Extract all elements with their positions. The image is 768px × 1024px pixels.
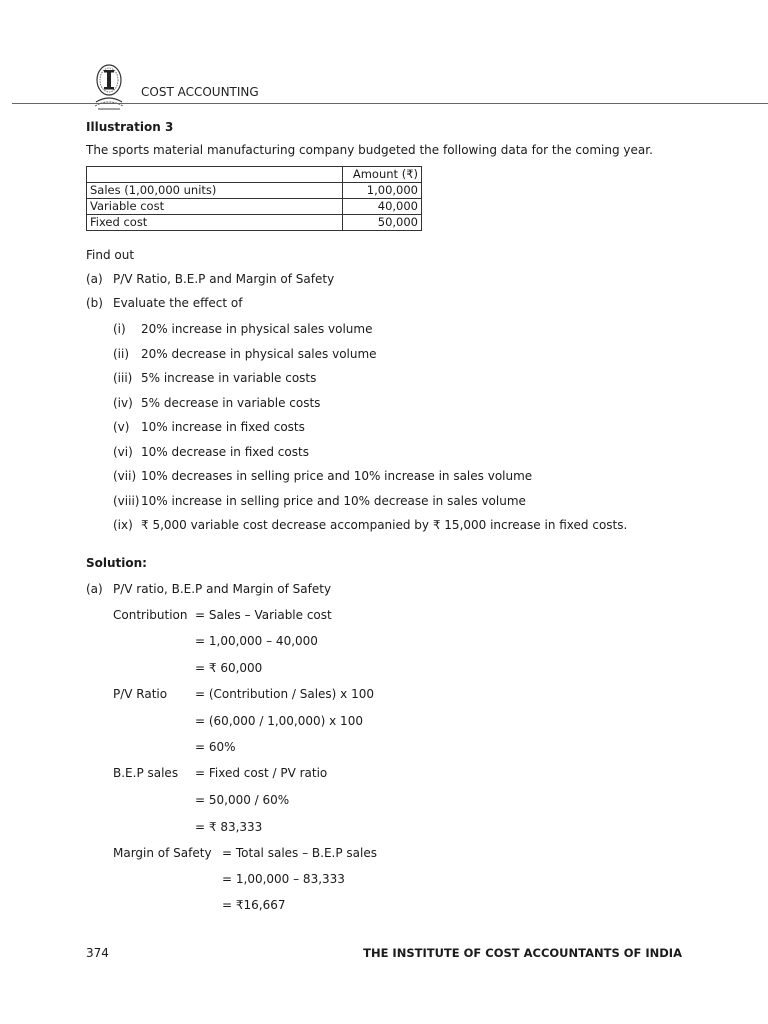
subpart-number: (ix) bbox=[113, 518, 133, 532]
table-cell-label: Variable cost bbox=[87, 199, 343, 215]
margin-of-safety-line-1: = Total sales – B.E.P sales bbox=[222, 846, 377, 860]
bep-sales-line-1: = Fixed cost / PV ratio bbox=[195, 766, 328, 780]
bep-sales-line-3: = ₹ 83,333 bbox=[195, 820, 263, 834]
subpart-text: 10% decrease in fixed costs bbox=[141, 444, 309, 459]
table-cell-label: Sales (1,00,000 units) bbox=[87, 183, 343, 199]
pv-ratio-line-1: = (Contribution / Sales) x 100 bbox=[195, 687, 374, 701]
part-a-text: P/V Ratio, B.E.P and Margin of Safety bbox=[113, 272, 335, 286]
subpart-number: (vii) bbox=[113, 469, 137, 483]
table-header-row bbox=[87, 167, 422, 183]
contribution-line-2: = 1,00,000 – 40,000 bbox=[195, 634, 318, 648]
part-b-number: (b) bbox=[86, 296, 103, 310]
subpart-number: (iii) bbox=[113, 371, 133, 385]
table-cell-value: 1,00,000 bbox=[343, 183, 422, 199]
subpart-text: 5% decrease in variable costs bbox=[141, 395, 321, 410]
pv-ratio-line-2: = (60,000 / 1,00,000) x 100 bbox=[195, 714, 363, 728]
subpart-text: ₹ 5,000 variable cost decrease accompanied by ₹ 15,000 increase in fixed costs. bbox=[141, 518, 628, 532]
table-cell-label: Fixed cost bbox=[87, 215, 343, 231]
subpart-text: 5% increase in variable costs bbox=[141, 371, 317, 385]
table-header-amount: Amount (₹) bbox=[343, 167, 422, 183]
table-cell-value: 50,000 bbox=[343, 215, 422, 231]
header-divider bbox=[12, 103, 768, 104]
subpart-number: (viii) bbox=[113, 493, 140, 508]
subpart-text: 10% increase in selling price and 10% decrease in sales volume bbox=[141, 493, 526, 508]
margin-of-safety-line-3: = ₹16,667 bbox=[222, 898, 286, 912]
table-row bbox=[87, 199, 422, 215]
solution-heading: Solution: bbox=[86, 556, 147, 570]
institute-logo bbox=[92, 62, 126, 112]
contribution-line-3: = ₹ 60,000 bbox=[195, 661, 263, 675]
header-title: COST ACCOUNTING bbox=[141, 85, 259, 99]
bep-sales-label: B.E.P sales bbox=[113, 766, 179, 780]
subpart-number: (vi) bbox=[113, 444, 133, 459]
subpart-number: (i) bbox=[113, 322, 126, 336]
illustration-heading: Illustration 3 bbox=[86, 120, 174, 134]
subpart-text: 20% decrease in physical sales volume bbox=[141, 346, 377, 361]
table-row bbox=[87, 215, 422, 231]
bep-sales-line-2: = 50,000 / 60% bbox=[195, 793, 290, 807]
pv-ratio-label: P/V Ratio bbox=[113, 687, 168, 701]
subpart-number: (ii) bbox=[113, 346, 130, 361]
table-row bbox=[87, 183, 422, 199]
margin-of-safety-line-2: = 1,00,000 – 83,333 bbox=[222, 872, 345, 886]
contribution-label: Contribution bbox=[113, 608, 188, 622]
margin-of-safety-label: Margin of Safety bbox=[113, 846, 212, 860]
table-cell-value: 40,000 bbox=[343, 199, 422, 215]
illustration-intro: The sports material manufacturing company budgeted the following data for the coming year. bbox=[86, 143, 653, 157]
subpart-number: (v) bbox=[113, 420, 130, 434]
footer-institute-name: THE INSTITUTE OF COST ACCOUNTANTS OF INDIA bbox=[363, 946, 682, 960]
contribution-line-1: = Sales – Variable cost bbox=[195, 608, 332, 622]
table-header-empty bbox=[87, 167, 343, 183]
find-out-label: Find out bbox=[86, 248, 135, 262]
solution-part-a-text: P/V ratio, B.E.P and Margin of Safety bbox=[113, 582, 332, 596]
subpart-text: 20% increase in physical sales volume bbox=[141, 322, 373, 336]
part-a-number: (a) bbox=[86, 272, 103, 286]
subpart-number: (iv) bbox=[113, 395, 133, 410]
budget-table bbox=[86, 166, 422, 231]
part-b-text: Evaluate the effect of bbox=[113, 296, 243, 310]
pv-ratio-line-3: = 60% bbox=[195, 740, 236, 754]
subpart-text: 10% increase in fixed costs bbox=[141, 420, 305, 434]
subpart-text: 10% decreases in selling price and 10% increase in sales volume bbox=[141, 469, 533, 483]
solution-part-a-number: (a) bbox=[86, 582, 103, 596]
page-number: 374 bbox=[86, 946, 109, 960]
